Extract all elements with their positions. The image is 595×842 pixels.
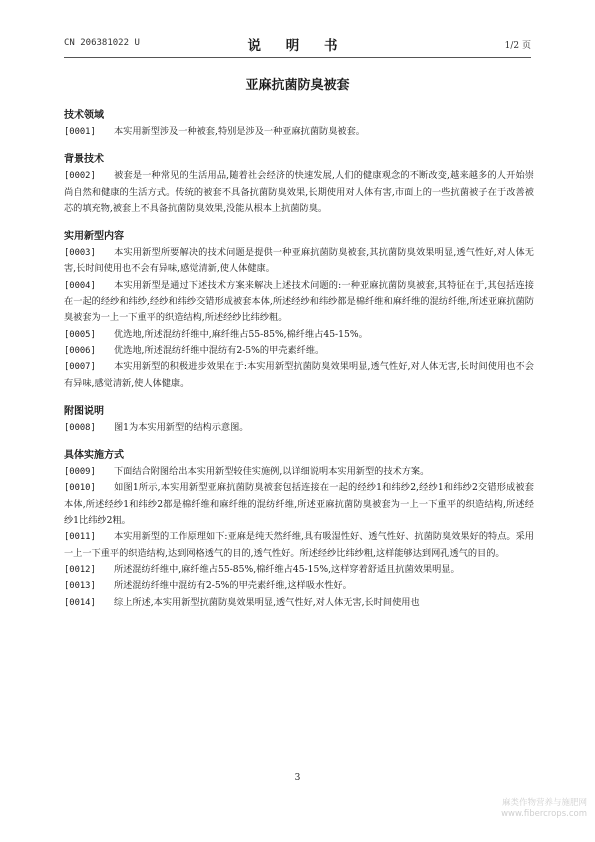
paragraph: [64, 464, 534, 480]
paragraph-number: [0003]: [64, 248, 96, 259]
paragraph-text: 优选地,所述混纺纤维中混纺有2-5%的甲壳素纤维。: [114, 344, 325, 356]
paragraph-number: [0005]: [64, 329, 96, 340]
paragraph-text: 所述混纺纤维中混纺有2-5%的甲壳素纤维,这样吸水性好。: [114, 580, 352, 592]
paragraph-text: 综上所述,本实用新型抗菌防臭效果明显,透气性好,对人体无害,长时间使用也: [114, 596, 420, 608]
paragraph-text: 本实用新型的工作原理如下:亚麻是纯天然纤维,具有吸湿性好、透气性好、抗菌防臭效果好的特点。采用一上一下重平的织造结构,达到网格透气的目的,透气性好。所述经纱比纬纱粗,这样能够达到网孔透气的目的。: [64, 531, 534, 559]
document-title: 亚麻抗菌防臭被套: [245, 78, 350, 93]
paragraph-text: 本实用新型是通过下述技术方案来解决上述技术问题的:一种亚麻抗菌防臭被套,其特征在于,其包括连接在一起的经纱和纬纱,经纱和纬纱交错形成被套本体,所述经纱和纬纱都是棉纤维和麻纤维的混纺纤维,所述亚麻抗菌防臭被套为一上一下重平的织造结构,所述经纱比纬纱粗。: [64, 279, 534, 324]
paragraph-text: 下面结合附图给出本实用新型较佳实施例,以详细说明本实用新型的技术方案。: [114, 466, 430, 478]
document-body: [64, 106, 534, 611]
paragraph: [64, 245, 534, 278]
paragraph-number: [0002]: [64, 171, 96, 182]
paragraph: [64, 578, 534, 594]
paragraph-number: [0013]: [64, 581, 96, 592]
paragraph-text: 本实用新型的积极进步效果在于:本实用新型抗菌防臭效果明显,透气性好,对人体无害,长时间使用也不会有异味,感觉清新,使人体健康。: [64, 361, 534, 389]
paragraph-number: [0014]: [64, 597, 96, 608]
paragraph-text: 本实用新型涉及一种被套,特别是涉及一种亚麻抗菌防臭被套。: [114, 126, 365, 137]
watermark: [501, 798, 587, 820]
paragraph: [64, 562, 534, 578]
section-heading: 背景技术: [64, 154, 104, 166]
page-header: [64, 34, 531, 54]
paragraph: [64, 480, 534, 529]
paragraph: [64, 420, 534, 436]
page-number: 3: [294, 773, 301, 783]
paragraph-number: [0008]: [64, 422, 96, 433]
section-heading: 具体实施方式: [64, 450, 124, 462]
paragraph-text: 图1为本实用新型的结构示意图。: [114, 421, 249, 433]
paragraph: [64, 327, 534, 343]
paragraph: [64, 359, 534, 392]
watermark-url: www.fibercrops.com: [501, 809, 587, 819]
paragraph-text: 所述混纺纤维中,麻纤维占55-85%,棉纤维占45-15%,这样穿着舒适且抗菌效果明显。: [114, 563, 460, 575]
paragraph-text: 如图1所示,本实用新型亚麻抗菌防臭被套包括连接在一起的经纱1和纬纱2,经纱1和纬纱2交错形成被套本体,所述经纱1和纬纱2都是棉纤维和麻纤维的混纺纤维,所述亚麻抗菌防臭被套为一上一下重平的织造结构,所述经纱1比纬纱2粗。: [64, 482, 534, 527]
paragraph: [64, 124, 534, 140]
paragraph-number: [0004]: [64, 280, 96, 291]
paragraph-text: 优选地,所述混纺纤维中,麻纤维占55-85%,棉纤维占45-15%。: [114, 328, 368, 340]
paragraph-number: [0010]: [64, 483, 96, 494]
publication-number: CN 206381022 U: [64, 38, 140, 48]
paragraph: [64, 595, 534, 611]
paragraph: [64, 343, 534, 359]
section-heading: 附图说明: [64, 405, 104, 417]
paragraph: [64, 529, 534, 562]
paragraph-number: [0006]: [64, 345, 96, 356]
paragraph-text: 本实用新型所要解决的技术问题是提供一种亚麻抗菌防臭被套,其抗菌防臭效果明显,透气性好,对人体无害,长时间使用也不会有异味,感觉清新,使人体健康。: [64, 247, 534, 275]
document-type: 说 明 书: [247, 38, 348, 54]
section-heading: 实用新型内容: [64, 231, 124, 243]
paragraph: [64, 278, 534, 327]
page-indicator: 1/2 页: [504, 41, 531, 51]
section-heading: 技术领域: [64, 110, 104, 121]
paragraph-number: [0007]: [64, 362, 96, 373]
paragraph: [64, 168, 534, 217]
watermark-line: 麻类作物营养与施肥网: [501, 798, 587, 808]
paragraph-number: [0012]: [64, 564, 96, 575]
paragraph-number: [0009]: [64, 467, 96, 478]
header-rule: [64, 57, 531, 58]
paragraph-number: [0011]: [64, 532, 96, 543]
paragraph-number: [0001]: [64, 127, 96, 137]
paragraph-text: 被套是一种常见的生活用品,随着社会经济的快速发展,人们的健康观念的不断改变,越来越多的人开始崇尚自然和健康的生活方式。传统的被套不具备抗菌防臭效果,长期使用对人体有害,市面上的一些抗菌被子在于改善被芯的填充物,被套上不具备抗菌防臭效果,没能从根本上抗菌防臭。: [64, 170, 534, 214]
